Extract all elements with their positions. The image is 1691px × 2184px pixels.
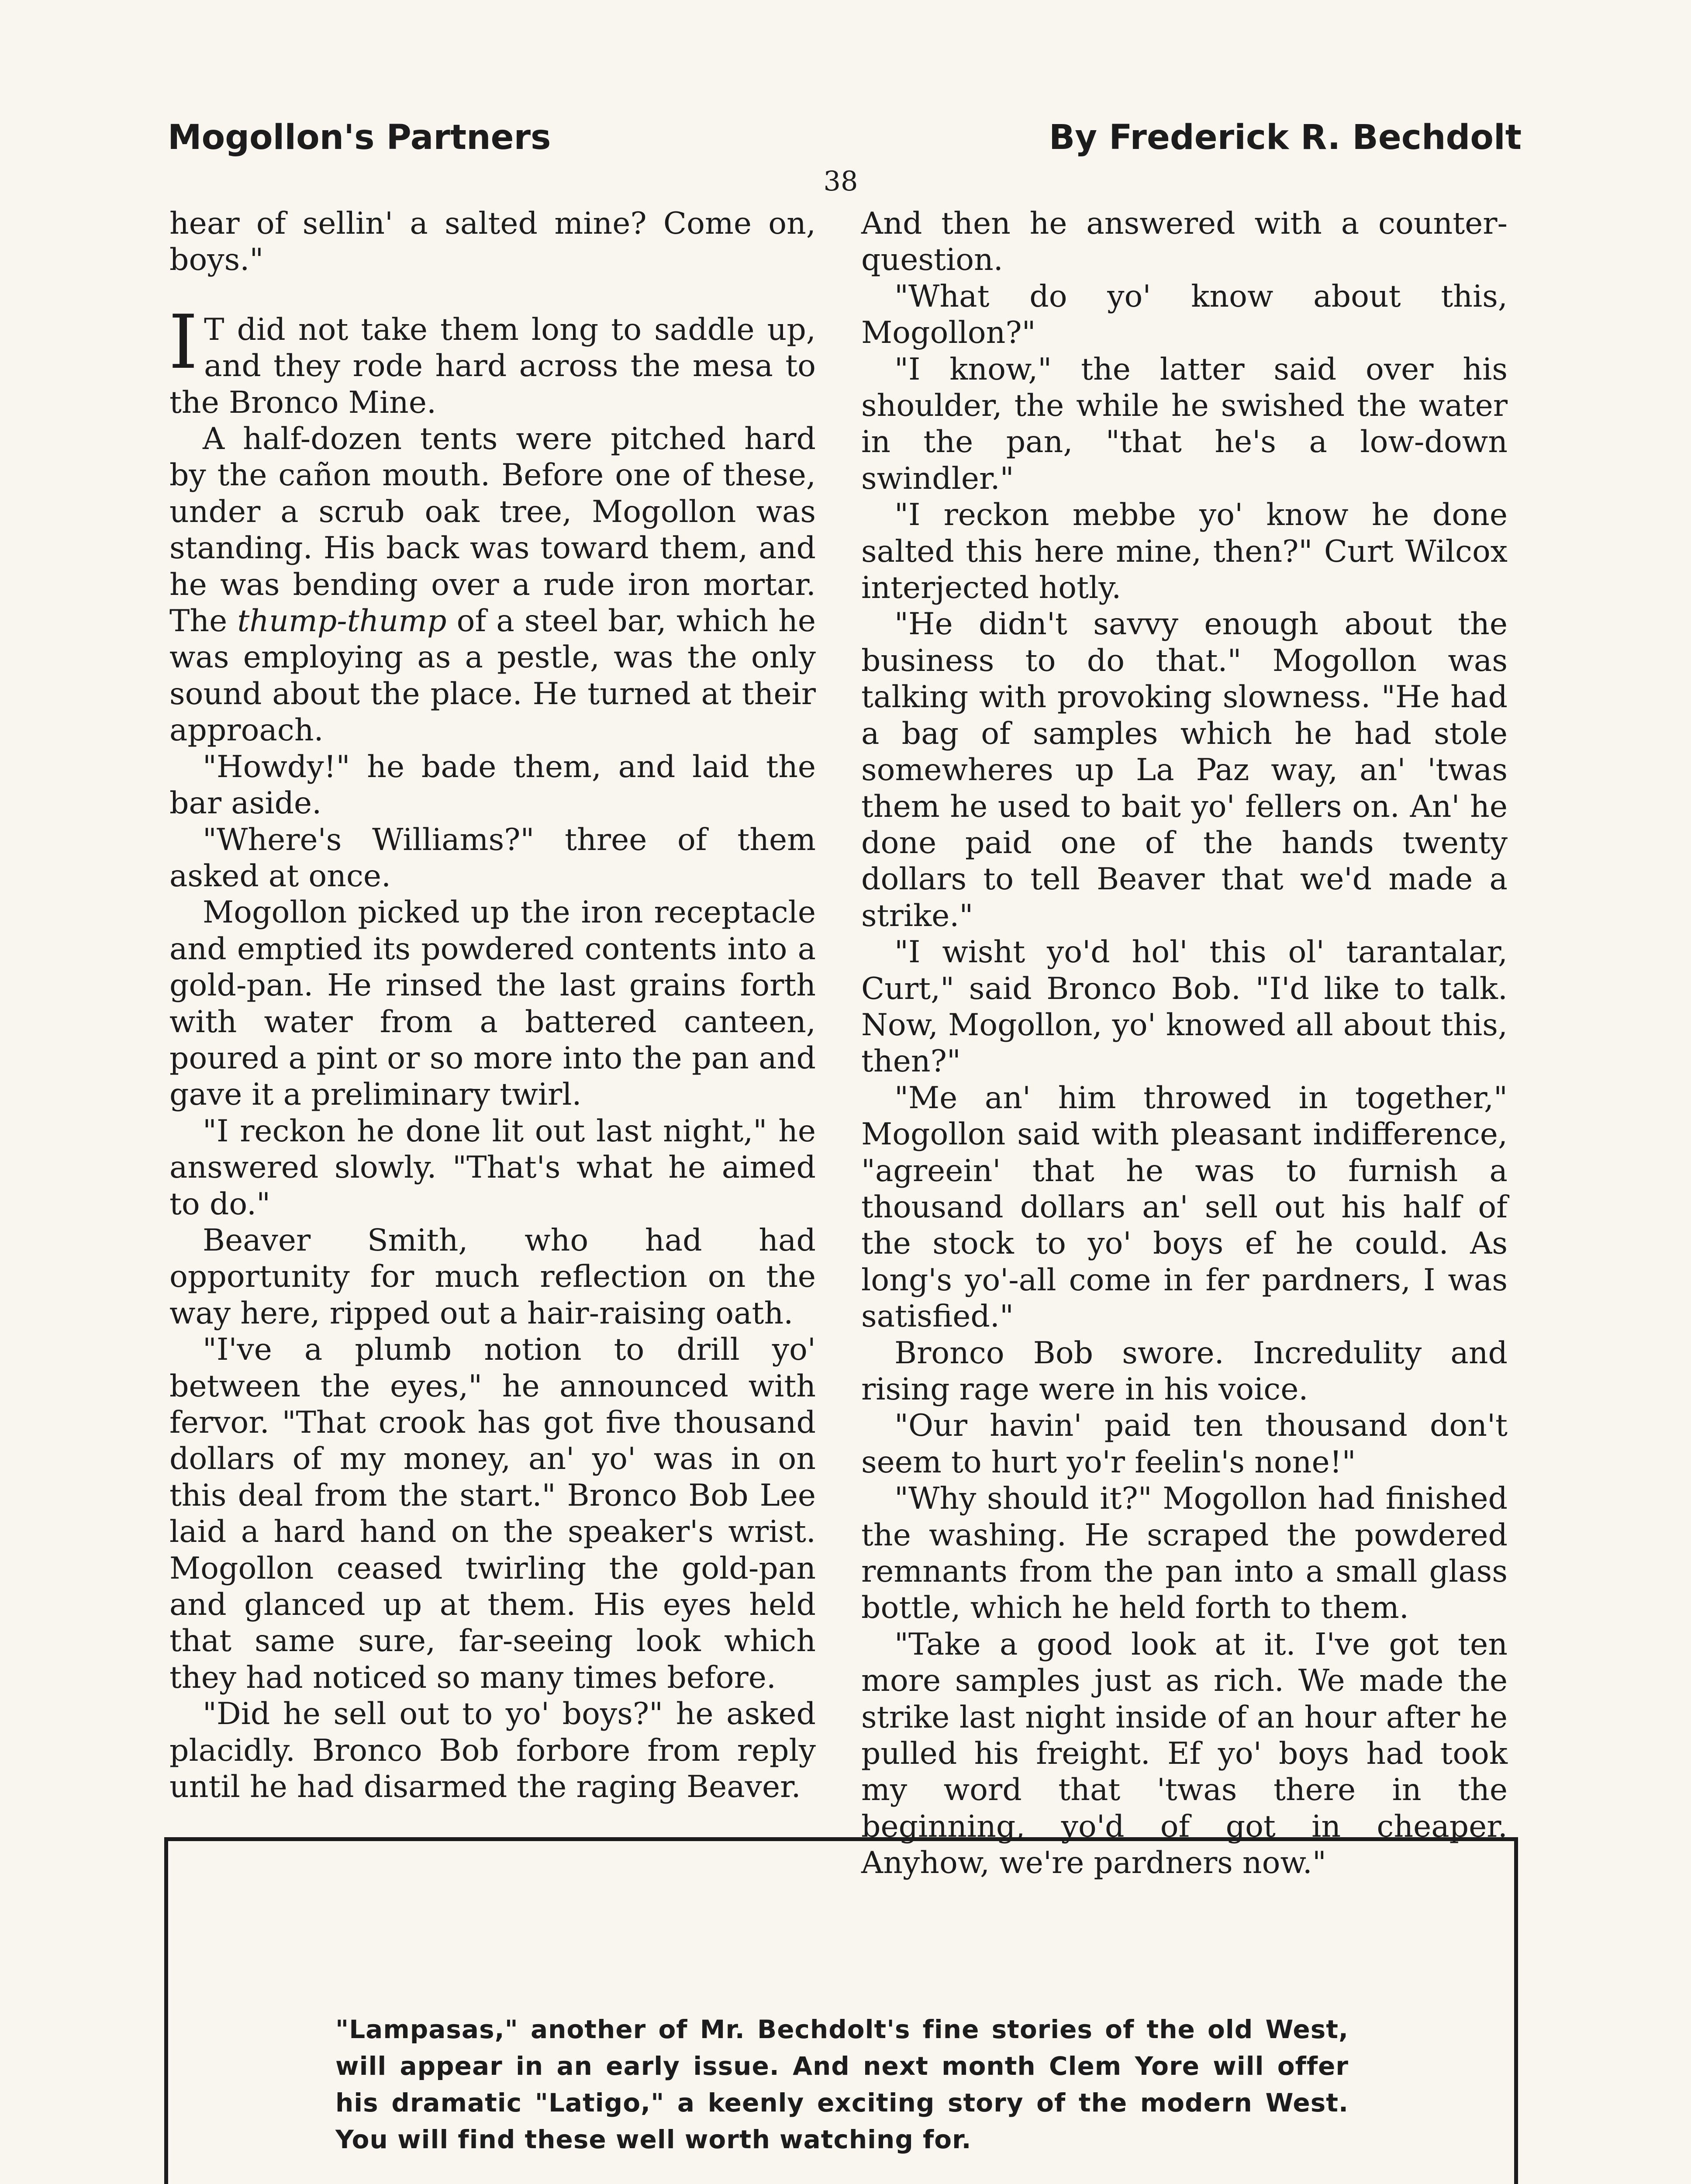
paragraph: Bronco Bob swore. Incredulity and rising rage were in his voice. [861, 1335, 1508, 1407]
paragraph: "Where's Williams?" three of them asked at once. [169, 822, 816, 894]
announcement [168, 2011, 1347, 2158]
paragraph: "Did he sell out to yo' boys?" he asked placidly. Bronco Bob forbore from reply until he had disarmed the raging Beaver. [169, 1696, 816, 1805]
paragraph: "Why should it?" Mogollon had finished the washing. He scraped the powdered remnants from the pan into a small glass bottle, which he held forth to them. [861, 1481, 1508, 1626]
paragraph: "Me an' him throwed in together," Mogollon said with pleasant indifference, "agreein' that he was to furnish a thousand dollars an' sell out his half of the stock to yo' boys ef he could. As long's yo'-all come in fer pardners, I was satisfied." [861, 1080, 1508, 1334]
byline: By Frederick R. Bechdolt [1049, 118, 1522, 157]
paragraph-text: T did not take them long to saddle up, and they rode hard across the mesa to the Bronco Mine. [169, 311, 816, 420]
paragraph: "I've a plumb notion to drill yo' between the eyes," he announced with fervor. "That crook has got five thousand dollars of my money, an' yo' was in on this deal from the start." Bronco Bob Lee laid a hard hand on the speaker's wrist. Mogollon ceased twirling the gold-pan and glanced up at them. His eyes held that same sure, far-seeing look which they had noticed so many times before. [169, 1332, 816, 1695]
paragraph: "What do yo' know about this, Mogollon?" [861, 278, 1508, 351]
paragraph: "Take a good look at it. I've got ten more samples just as rich. We made the strike last night inside of an hour after he pulled his freight. Ef yo' boys had took my word that 'twas there in the beginning, yo'd of got in cheaper. Anyhow, we're pardners now." [861, 1626, 1508, 1881]
announcement-text: "Lampasas," another of Mr. Bechdolt's fine stories of the old West, will appear in an early issue. And next month Clem Yore will offer his dramatic "Latigo," a keenly exciting story of the modern West. You will find these well worth watching for. [335, 2015, 1349, 2154]
paragraph: "I reckon he done lit out last night," he answered slowly. "That's what he aimed to do." [169, 1113, 816, 1222]
paragraph [169, 421, 816, 749]
paragraph: And then he answered with a counter-question. [861, 206, 1508, 278]
paragraph: "Howdy!" he bade them, and laid the bar aside. [169, 749, 816, 821]
paragraph: Beaver Smith, who had had opportunity for much reflection on the way here, ripped out a hair-raising oath. [169, 1222, 816, 1331]
paragraph: Mogollon picked up the iron receptacle and emptied its powdered contents into a gold-pan. He rinsed the last grains forth with water from a battered canteen, poured a pint or so more into the pan and gave it a preliminary twirl. [169, 895, 816, 1113]
paragraph-text: A half-dozen tents were pitched hard by the cañon mouth. Before one of these, under a scrub oak tree, Mogollon was standing. His back was toward them, and he was bending over a rude iron mortar. The [169, 421, 816, 639]
italic-phrase: thump-thump [237, 603, 447, 639]
paragraph: "Our havin' paid ten thousand don't seem to hurt yo'r feelin's none!" [861, 1408, 1508, 1480]
page-number: 38 [823, 165, 858, 197]
drop-cap: I [169, 299, 198, 386]
paragraph: "I wisht yo'd hol' this ol' tarantalar, Curt," said Bronco Bob. "I'd like to talk. Now, Mogollon, yo' knowed all about this, then?" [861, 934, 1508, 1079]
paragraph: "I reckon mebbe yo' know he done salted this here mine, then?" Curt Wilcox interjected hotly. [861, 497, 1508, 606]
paragraph: hear of sellin' a salted mine? Come on, boys." [169, 206, 816, 278]
paragraph-with-dropcap [169, 299, 816, 421]
story-title: Mogollon's Partners [168, 118, 551, 157]
paragraph-text: of a steel bar, which he was employing as a pestle, was the only sound about the place. He turned at their approach. [169, 603, 816, 748]
paragraph: "He didn't savvy enough about the business to do that." Mogollon was talking with provoking slowness. "He had a bag of samples which he had stole somewheres up La Paz way, an' 'twas them he used to bait yo' fellers on. An' he done paid one of the hands twenty dollars to tell Beaver that we'd made a strike." [861, 606, 1508, 933]
right-column [861, 205, 1508, 1881]
paragraph: "I know," the latter said over his shoulder, the while he swished the water in the pan, "that he's a low-down swindler." [861, 351, 1508, 496]
left-column [169, 205, 816, 1821]
